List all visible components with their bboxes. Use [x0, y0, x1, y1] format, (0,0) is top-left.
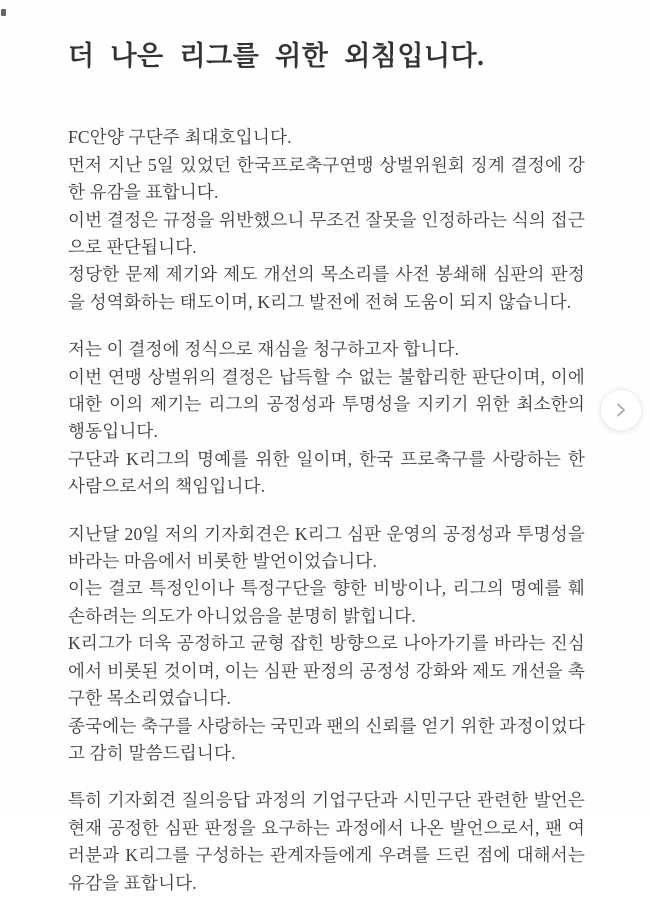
statement-line: 이번 결정은 규정을 위반했으니 무조건 잘못을 인정하라는 식의 접근으로 판단됩니다.: [68, 209, 585, 258]
statement-block: [68, 124, 585, 316]
statement-line: 이번 연맹 상벌위의 결정은 납득할 수 없는 불합리한 판단이며, 이에 대한 이의 제기는 리그의 공정성과 투명성을 지키기 위한 최소한의 행동입니다.: [68, 366, 585, 442]
statement-document: [68, 40, 585, 897]
statement-line: 지난달 20일 저의 기자회견은 K리그 심판 운영의 공정성과 투명성을 바라는 마음에서 비롯한 발언이었습니다.: [68, 523, 585, 572]
photo-edge-artifact: [1, 9, 6, 16]
statement-line: FC안양 구단주 최대호입니다.: [68, 127, 292, 148]
statement-line: 먼저 지난 5일 있었던 한국프로축구연맹 상벌위원회 징계 결정에 강한 유감을 표합니다.: [68, 154, 585, 203]
statement-line: 종국에는 축구를 사랑하는 국민과 팬의 신뢰를 얻기 위한 과정이었다고 감히 말씀드립니다.: [68, 715, 585, 763]
statement-line: K리그가 더욱 공정하고 균형 잡힌 방향으로 나아가기를 바라는 진심에서 비롯된 것이며, 이는 심판 판정의 공정성 강화와 제도 개선을 촉구한 목소리였습니다.: [68, 633, 585, 709]
statement-title: 더 나은 리그를 위한 외침입니다.: [68, 41, 485, 71]
statement-line: 저는 이 결정에 정식으로 재심을 청구하고자 합니다.: [68, 339, 460, 360]
statement-block: [68, 336, 585, 500]
statement-line: 이는 결코 특정인이나 특정구단을 향한 비방이나, 리그의 명예를 훼손하려는 의도가 아니었음을 분명히 밝힙니다.: [68, 578, 585, 626]
statement-block: [68, 521, 585, 768]
statement-line: 정당한 문제 제기와 제도 개선의 목소리를 사전 봉쇄해 심판의 판정을 성역화하는 태도이며, K리그 발전에 전혀 도움이 되지 않습니다.: [68, 264, 585, 312]
statement-block: [68, 787, 585, 897]
statement-line: 특히 기자회견 질의응답 과정의 기업구단과 시민구단 관련한 발언은 현재 공정한 심판 판정을 요구하는 과정에서 나온 발언으로서, 팬 여러분과 K리그를 구성하는 관계자들에게 우려를 드린 점에 대해서는 유감을 표합니다.: [68, 790, 585, 893]
statement-line: 구단과 K리그의 명예를 위한 일이며, 한국 프로축구를 사랑하는 한 사람으로서의 책임입니다.: [68, 448, 585, 497]
carousel-next-button[interactable]: [600, 389, 642, 431]
chevron-right-icon: [613, 402, 629, 418]
